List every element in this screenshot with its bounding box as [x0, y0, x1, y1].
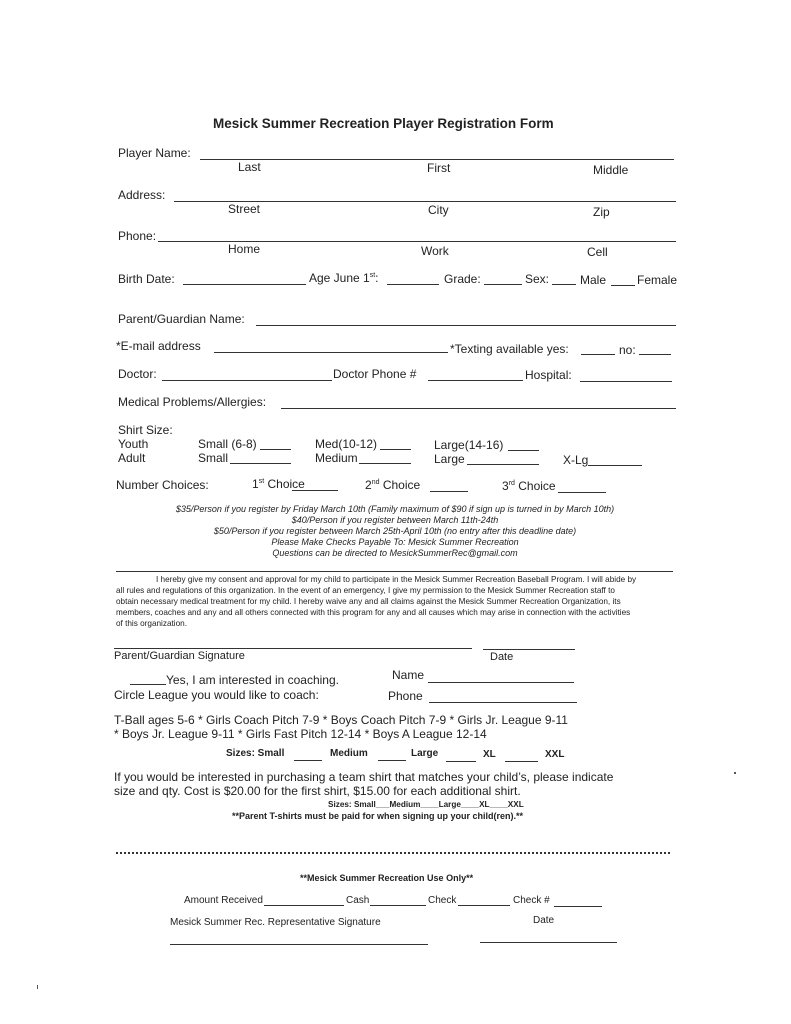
- birth-date-label: Birth Date:: [118, 272, 175, 286]
- office-use-title: **Mesick Summer Recreation Use Only**: [300, 873, 474, 883]
- coach-sizes-label: Sizes: Small: [226, 748, 285, 759]
- male-field[interactable]: [552, 284, 576, 285]
- league-list-2: * Boys Jr. League 9-11 * Girls Fast Pitch 12-14 * Boys A League 12-14: [114, 727, 487, 741]
- texting-no-field[interactable]: [639, 354, 671, 355]
- first-name-caption: First: [427, 161, 451, 175]
- check-field[interactable]: [458, 905, 510, 906]
- male-label: Male: [580, 273, 607, 287]
- check-number-field[interactable]: [554, 906, 602, 907]
- consent-line-2: all rules and regulations of this organization. In the event of an emergency, I give my permission to the Mesick Summer Recreation staff to: [116, 586, 615, 595]
- coaching-yes-field[interactable]: [130, 684, 166, 685]
- section-divider: [116, 571, 673, 572]
- coach-name-label: Name: [392, 668, 425, 682]
- third-choice-field[interactable]: [558, 492, 606, 493]
- birth-date-field[interactable]: [183, 284, 306, 285]
- youth-small-label: Small (6-8): [198, 437, 257, 451]
- city-caption: City: [428, 203, 449, 217]
- consent-line-3: obtain necessary medical treatment for my child. I hereby waive any and all claims against the Mesick Summer Recreation Organization, its: [116, 597, 621, 606]
- youth-small-field[interactable]: [260, 449, 291, 450]
- team-shirt-line-2: size and qty. Cost is $20.00 for the first shirt, $15.00 for each additional shirt.: [114, 784, 521, 798]
- consent-line-4: members, coaches and any and all others connected with this program for any and all causes which may arise in connection with the activities: [116, 608, 631, 617]
- first-choice-label: 1st Choice: [252, 477, 305, 491]
- adult-xlg-label: X-Lg: [563, 453, 589, 467]
- amount-received-field[interactable]: [264, 905, 344, 906]
- signature-date-caption: Date: [490, 651, 514, 663]
- zip-caption: Zip: [593, 205, 610, 219]
- coach-large-field[interactable]: [446, 761, 476, 762]
- rep-signature-field[interactable]: [170, 944, 428, 945]
- player-name-field[interactable]: [200, 159, 674, 160]
- texting-yes-field[interactable]: [581, 354, 615, 355]
- signature-date-field[interactable]: [483, 649, 575, 650]
- doctor-label: Doctor:: [118, 367, 157, 381]
- player-name-label: Player Name:: [118, 146, 191, 160]
- adult-large-field[interactable]: [467, 464, 539, 465]
- coach-medium-field[interactable]: [378, 760, 406, 761]
- coach-large-label: Large: [411, 748, 439, 759]
- coach-medium-label: Medium: [330, 748, 368, 759]
- last-name-caption: Last: [238, 160, 261, 174]
- address-label: Address:: [118, 188, 166, 202]
- consent-line-5: of this organization.: [116, 619, 188, 628]
- fee-line-3: $50/Person if you register between March 25th-April 10th (no entry after this deadline date): [213, 526, 577, 536]
- texting-label: *Texting available yes:: [450, 342, 569, 356]
- cash-label: Cash: [346, 895, 370, 906]
- phone-label: Phone:: [118, 229, 157, 243]
- youth-large-label: Large(14-16): [434, 438, 504, 452]
- adult-small-field[interactable]: [230, 463, 291, 464]
- rep-date-caption: Date: [533, 915, 555, 926]
- coach-name-field[interactable]: [428, 682, 574, 683]
- check-number-label: Check #: [513, 895, 550, 906]
- youth-large-field[interactable]: [508, 450, 539, 451]
- second-choice-field[interactable]: [430, 491, 468, 492]
- coach-phone-label: Phone: [388, 689, 423, 703]
- league-list-1: T-Ball ages 5-6 * Girls Coach Pitch 7-9 * Boys Coach Pitch 7-9 * Girls Jr. League 9-11: [114, 713, 568, 727]
- email-label: *E-mail address: [116, 339, 201, 353]
- cash-field[interactable]: [370, 905, 426, 906]
- form-title: Mesick Summer Recreation Player Registration Form: [213, 116, 554, 131]
- doctor-field[interactable]: [162, 380, 332, 381]
- coach-phone-field[interactable]: [429, 702, 577, 703]
- check-label: Check: [428, 895, 457, 906]
- third-choice-label: 3rd Choice: [502, 479, 556, 493]
- parent-signature-caption: Parent/Guardian Signature: [114, 650, 245, 662]
- rep-signature-caption: Mesick Summer Rec. Representative Signature: [170, 917, 381, 928]
- sex-label: Sex:: [525, 272, 550, 286]
- parent-tshirt-note: **Parent T-shirts must be paid for when signing up your child(ren).**: [232, 811, 524, 821]
- hospital-field[interactable]: [580, 381, 672, 382]
- grade-label: Grade:: [444, 272, 481, 286]
- coach-xxl-label: XXL: [545, 749, 565, 760]
- grade-field[interactable]: [484, 284, 522, 285]
- circle-league-label: Circle League you would like to coach:: [114, 688, 319, 702]
- questions-contact: Questions can be directed to MesickSummerRec@gmail.com: [272, 548, 518, 558]
- youth-label: Youth: [118, 437, 149, 451]
- age-field[interactable]: [387, 284, 439, 285]
- parent-name-label: Parent/Guardian Name:: [118, 312, 245, 326]
- female-label: Female: [637, 273, 678, 287]
- rep-date-field[interactable]: [480, 942, 617, 943]
- parent-name-field[interactable]: [256, 325, 676, 326]
- coaching-interest-label: Yes, I am interested in coaching.: [166, 673, 339, 687]
- female-field[interactable]: [611, 285, 635, 286]
- medical-label: Medical Problems/Allergies:: [118, 395, 267, 409]
- first-choice-field[interactable]: [292, 490, 338, 491]
- team-shirt-sizes: Sizes: Small___Medium____Large____XL____XXL: [328, 800, 524, 809]
- cell-caption: Cell: [587, 245, 608, 259]
- amount-received-label: Amount Received: [184, 895, 263, 906]
- coach-xl-label: XL: [483, 749, 496, 760]
- middle-name-caption: Middle: [593, 163, 629, 177]
- shirt-size-label: Shirt Size:: [118, 423, 173, 437]
- team-shirt-line-1: If you would be interested in purchasing a team shirt that matches your child’s, please indicate: [114, 770, 614, 784]
- texting-no-label: no:: [619, 343, 636, 357]
- work-caption: Work: [421, 244, 449, 258]
- fee-line-1: $35/Person if you register by Friday March 10th (Family maximum of $90 if sign up is turned in by March 10th): [175, 504, 615, 514]
- second-choice-label: 2nd Choice: [365, 478, 421, 492]
- adult-xlg-field[interactable]: [588, 465, 642, 466]
- adult-small-label: Small: [198, 451, 229, 465]
- email-field[interactable]: [214, 352, 448, 353]
- youth-med-field[interactable]: [380, 449, 411, 450]
- street-caption: Street: [228, 202, 261, 216]
- cut-line: [116, 852, 670, 854]
- hospital-label: Hospital:: [525, 368, 572, 382]
- scan-speck: [37, 985, 38, 989]
- scan-speck: [734, 772, 736, 774]
- doctor-phone-field[interactable]: [428, 380, 523, 381]
- adult-large-label: Large: [434, 452, 465, 466]
- home-caption: Home: [228, 242, 261, 256]
- adult-label: Adult: [118, 451, 146, 465]
- coach-small-field[interactable]: [294, 760, 322, 761]
- medical-field[interactable]: [281, 408, 676, 409]
- age-label: Age June 1st:: [309, 271, 379, 285]
- fee-line-2: $40/Person if you register between March 11th-24th: [291, 515, 499, 525]
- number-choices-label: Number Choices:: [116, 478, 209, 492]
- coach-xl-field[interactable]: [505, 761, 538, 762]
- consent-line-1: I hereby give my consent and approval for my child to participate in the Mesick Summer Recreation Baseball Program. I will abide by: [156, 575, 637, 584]
- adult-medium-field[interactable]: [359, 463, 411, 464]
- doctor-phone-label: Doctor Phone #: [333, 367, 417, 381]
- checks-payable: Please Make Checks Payable To: Mesick Summer Recreation: [271, 537, 519, 547]
- youth-med-label: Med(10-12): [315, 437, 378, 451]
- adult-medium-label: Medium: [315, 451, 358, 465]
- parent-signature-field[interactable]: [114, 648, 472, 649]
